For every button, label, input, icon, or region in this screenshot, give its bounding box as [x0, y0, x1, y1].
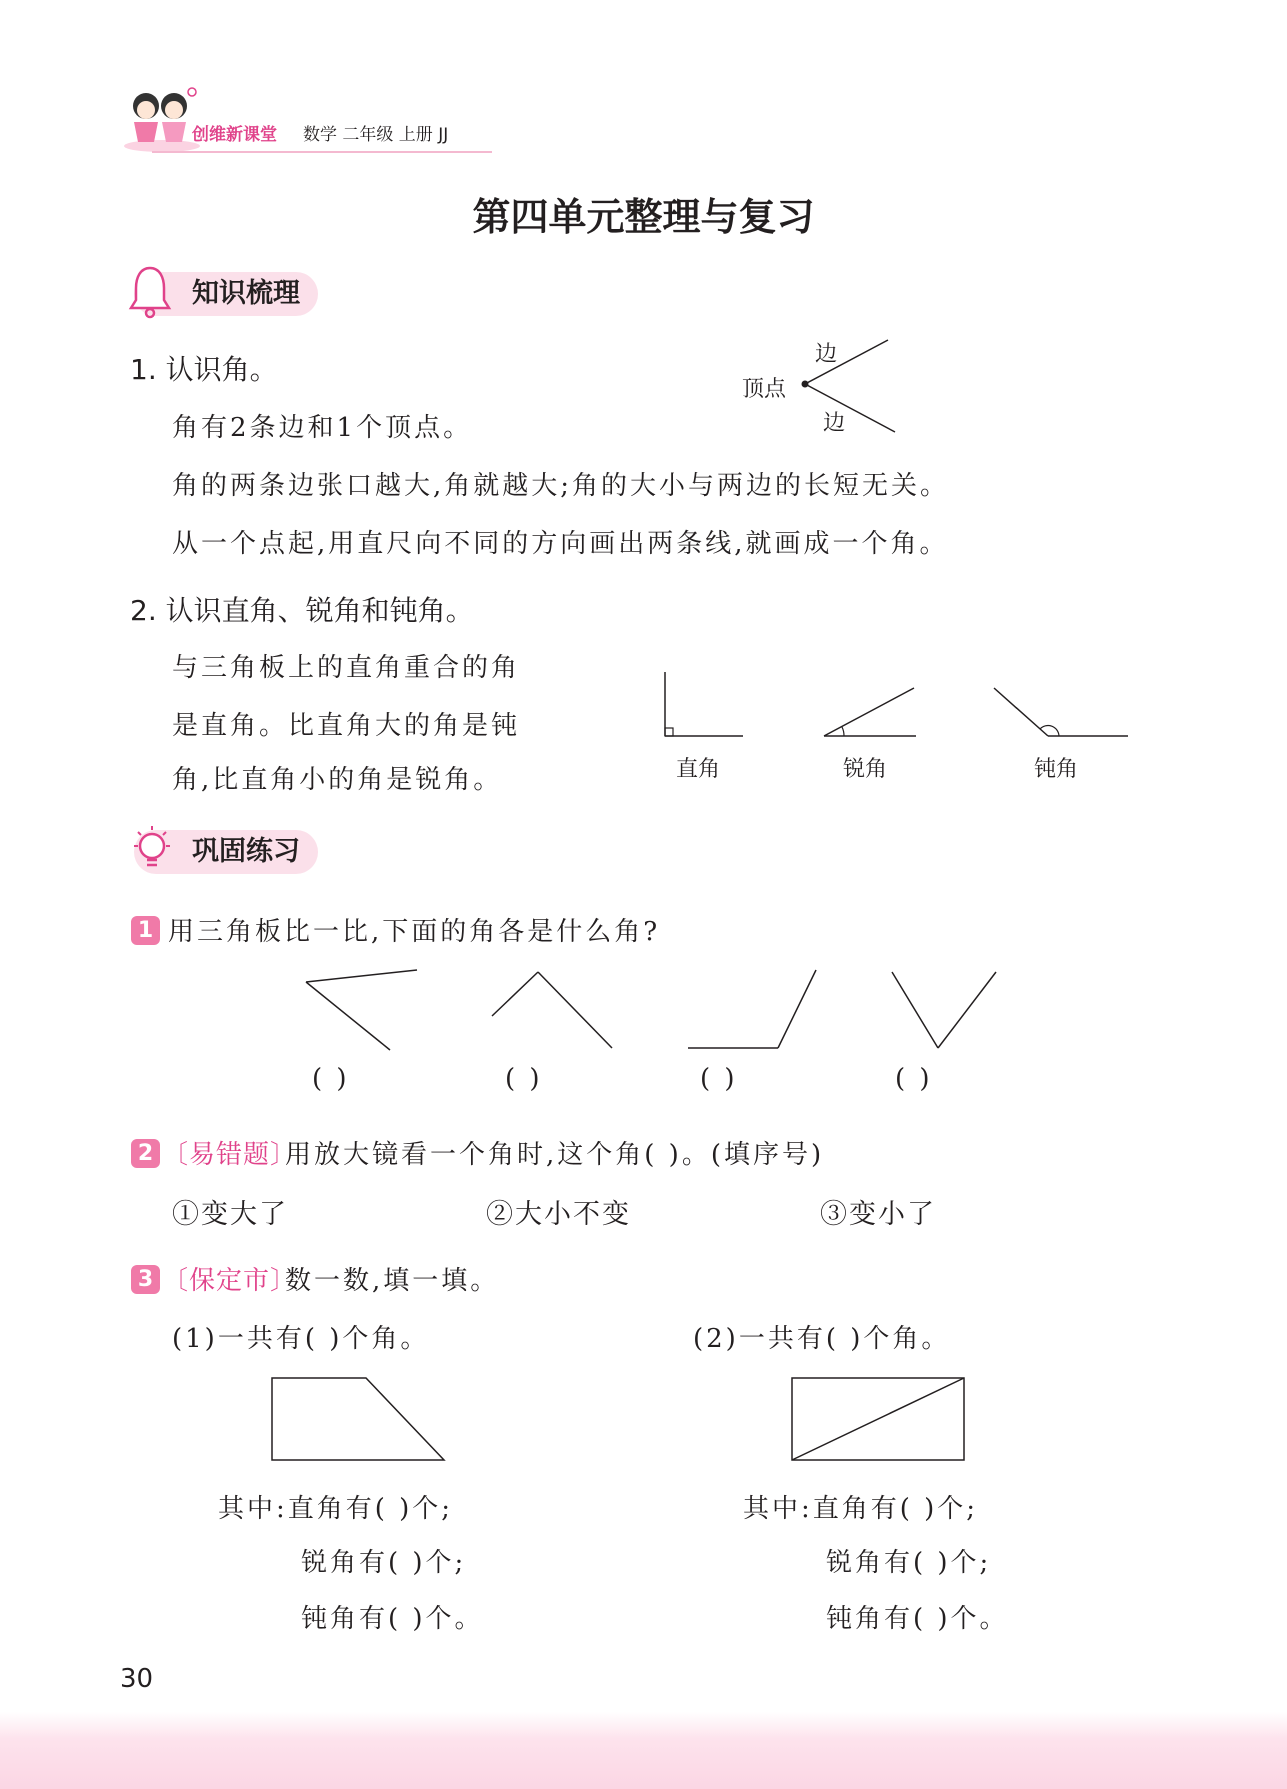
question-2-tag: 〔易错题〕 — [162, 1140, 298, 1170]
right-angle-figure — [655, 670, 745, 750]
mascot-logo-icon — [122, 86, 202, 154]
right-angle-label: 直角 — [676, 757, 721, 782]
q3-part1-obtuse-count[interactable]: 钝角有( )个。 — [301, 1604, 484, 1634]
question-2-text: 用放大镜看一个角时,这个角( )。(填序号) — [285, 1140, 825, 1170]
q3-part2-prompt: (2)一共有( )个角。 — [693, 1324, 951, 1354]
item2-line1: 与三角板上的直角重合的角 — [172, 653, 521, 683]
question-3-tag: 〔保定市〕 — [162, 1266, 298, 1296]
bottom-decorative-band — [0, 1712, 1287, 1789]
page-number: 30 — [120, 1664, 154, 1694]
question-2-badge: 2 — [131, 1139, 160, 1168]
bell-icon — [128, 264, 172, 318]
item2-line2: 是直角。比直角大的角是钝 — [172, 711, 521, 741]
item1-line3: 从一个点起,用直尺向不同的方向画出两条线,就画成一个角。 — [172, 529, 949, 559]
q1-angle-c — [686, 966, 820, 1052]
q3-part1-acute-count[interactable]: 锐角有( )个; — [301, 1548, 467, 1578]
question-3-badge: 3 — [131, 1265, 160, 1294]
q3-rectangle-diagonal-figure — [790, 1376, 968, 1462]
question-1-badge: 1 — [131, 916, 160, 945]
item2-heading: 2. 认识直角、锐角和钝角。 — [130, 594, 474, 627]
q1-answer-b[interactable]: ( ) — [505, 1064, 543, 1094]
item1-line2: 角的两条边张口越大,角就越大;角的大小与两边的长短无关。 — [172, 471, 950, 501]
acute-angle-figure — [820, 686, 920, 746]
lightbulb-icon — [128, 822, 176, 882]
obtuse-angle-label: 钝角 — [1034, 757, 1079, 782]
q2-option-1[interactable]: ①变大了 — [172, 1199, 288, 1230]
vertex-label: 顶点 — [742, 377, 787, 402]
item1-line1: 角有2条边和1个顶点。 — [172, 413, 473, 443]
q2-option-3[interactable]: ③变小了 — [820, 1199, 936, 1230]
q3-part1-right-count[interactable]: 其中:直角有( )个; — [218, 1494, 454, 1524]
q1-angle-a — [300, 964, 420, 1054]
q1-angle-d — [890, 968, 1000, 1052]
question-3-text: 数一数,填一填。 — [285, 1266, 500, 1296]
q3-part2-obtuse-count[interactable]: 钝角有( )个。 — [826, 1604, 1009, 1634]
item2-line3: 角,比直角小的角是锐角。 — [172, 765, 503, 795]
header-divider — [152, 151, 492, 153]
side-top-label: 边 — [815, 342, 838, 367]
q3-part2-right-count[interactable]: 其中:直角有( )个; — [743, 1494, 979, 1524]
q3-part2-acute-count[interactable]: 锐角有( )个; — [826, 1548, 992, 1578]
page-title: 第四单元整理与复习 — [472, 195, 815, 239]
q2-option-2[interactable]: ②大小不变 — [486, 1199, 631, 1230]
question-1-text: 用三角板比一比,下面的角各是什么角? — [168, 917, 661, 947]
side-bottom-label: 边 — [823, 411, 846, 436]
section-knowledge-title: 知识梳理 — [134, 272, 318, 316]
q3-trapezoid-figure — [270, 1376, 448, 1462]
brand-name: 创维新课堂 — [192, 125, 277, 145]
item1-heading: 1. 认识角。 — [130, 353, 278, 386]
q3-part1-prompt: (1)一共有( )个角。 — [172, 1324, 430, 1354]
obtuse-angle-figure — [992, 686, 1132, 746]
q1-answer-d[interactable]: ( ) — [895, 1064, 933, 1094]
q1-answer-c[interactable]: ( ) — [700, 1064, 738, 1094]
book-subject: 数学 二年级 上册 JJ — [303, 125, 449, 145]
q1-angle-b — [490, 968, 620, 1052]
q1-answer-a[interactable]: ( ) — [312, 1064, 350, 1094]
section-practice-title: 巩固练习 — [134, 830, 318, 874]
acute-angle-label: 锐角 — [843, 757, 888, 782]
